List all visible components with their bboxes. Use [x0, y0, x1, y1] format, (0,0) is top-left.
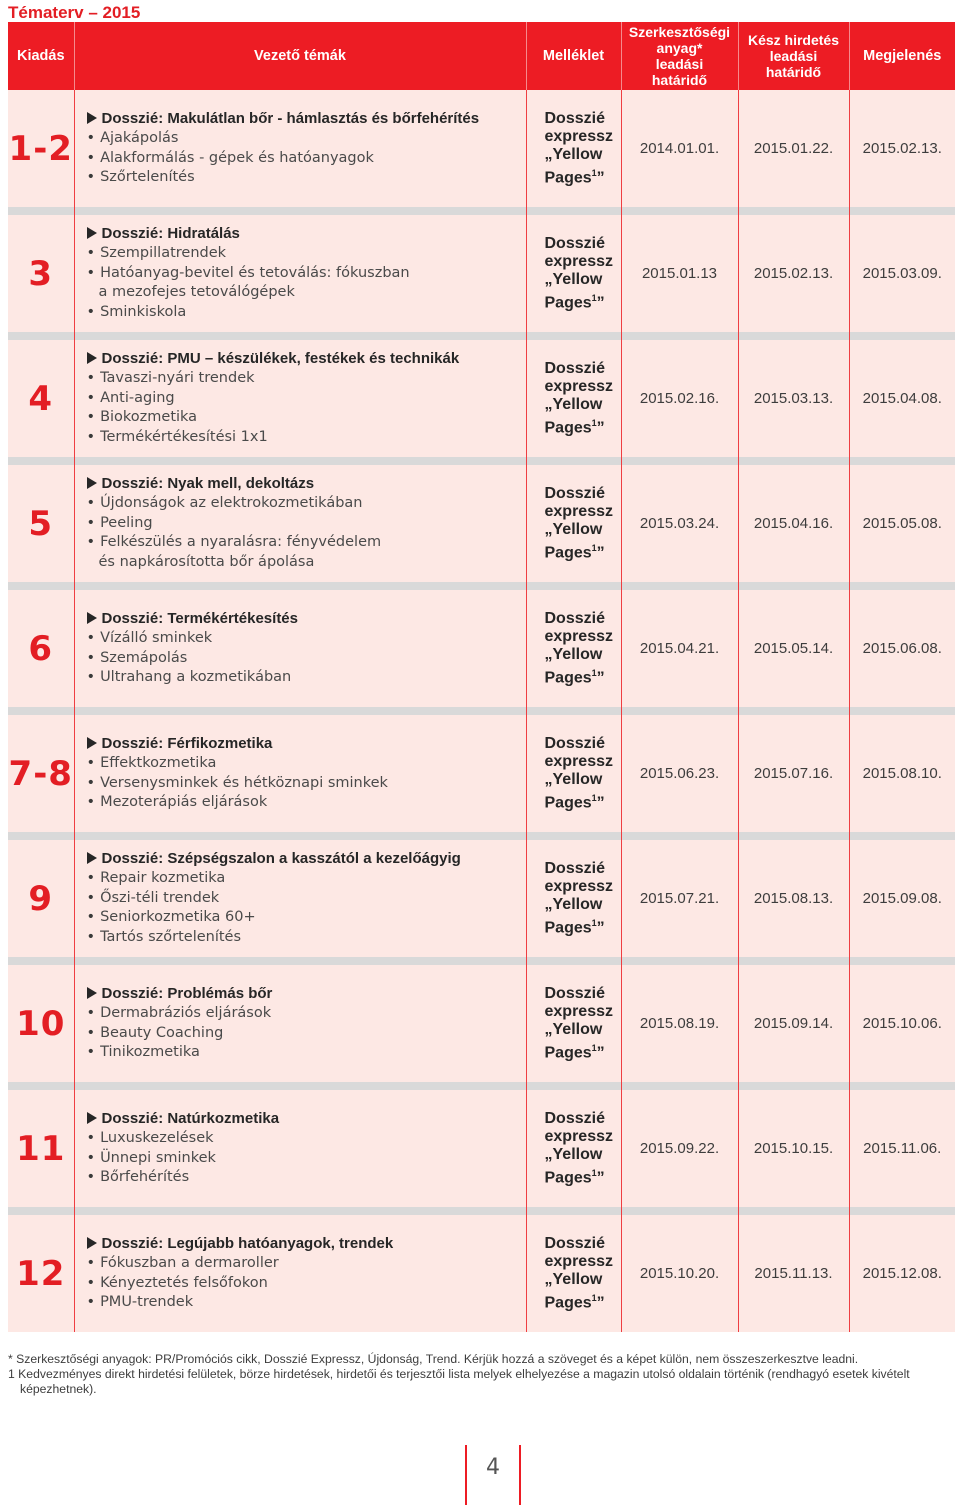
ad-deadline: 2015.11.13.	[738, 1215, 849, 1332]
row-separator-cell	[526, 832, 621, 840]
row-separator	[8, 207, 955, 215]
row-separator-cell	[8, 1082, 74, 1090]
topic-item: • Bőrfehérítés	[87, 1168, 520, 1188]
supplement-line3: „Yellow	[544, 520, 603, 538]
row-separator-cell	[8, 707, 74, 715]
row-separator-cell	[849, 457, 955, 465]
topic-item: a mezofejes tetoválógépek	[98, 284, 295, 301]
supplement-line2: expressz	[544, 627, 613, 645]
dossier-text: Dosszié: Makulátlan bőr - hámlasztás és bőrfehérítés	[101, 110, 480, 128]
row-separator-cell	[74, 832, 526, 840]
row-separator-cell	[738, 1207, 849, 1215]
supplement-line2: expressz	[544, 752, 613, 770]
footnote-discounted-ads: 1 Kedvezményes direkt hirdetési felületek, börze hirdetések, hirdetői és terjesztői lista melyek elhelyezése a magazin utolsó oldalain történik (rendhagyó esetek kivételt képezhetnek).	[8, 1367, 910, 1396]
supplement-line4	[545, 414, 621, 437]
table-row	[8, 715, 955, 832]
row-separator-cell	[849, 957, 955, 965]
supplement-line4	[545, 164, 621, 187]
supplement-line1: Dosszié	[544, 234, 605, 252]
dossier-text: Dosszié: Legújabb hatóanyagok, trendek	[101, 1235, 394, 1253]
supplement-pages: Pages	[544, 669, 592, 687]
row-separator-cell	[621, 207, 738, 215]
supplement-line4	[545, 789, 621, 812]
row-separator-cell	[74, 457, 526, 465]
topic-item: • Alakformálás - gépek és hatóanyagok	[87, 149, 520, 169]
row-separator	[8, 457, 955, 465]
row-separator-cell	[738, 207, 849, 215]
header-supplement: Melléklet	[526, 22, 621, 90]
row-separator-cell	[621, 832, 738, 840]
topics-cell	[74, 590, 526, 707]
supplement-line1: Dosszié	[544, 734, 605, 752]
row-separator-cell	[8, 332, 74, 340]
triangle-right-icon	[87, 737, 97, 749]
dossier-title	[87, 474, 520, 494]
issue-number: 5	[8, 465, 74, 582]
header-topics: Vezető témák	[74, 22, 526, 90]
supplement-close-quote: ”	[596, 794, 605, 812]
header-ad-line1: Kész hirdetés	[747, 32, 840, 48]
row-separator-cell	[738, 707, 849, 715]
ad-deadline: 2015.07.16.	[738, 715, 849, 832]
dossier-text: Dosszié: Hidratálás	[101, 225, 240, 243]
triangle-right-icon	[87, 227, 97, 239]
supplement-line1: Dosszié	[544, 359, 605, 377]
row-separator-cell	[738, 1082, 849, 1090]
supplement-footnote-mark: 1	[591, 1042, 597, 1053]
topics-cell	[74, 340, 526, 457]
topic-item: • Felkészülés a nyaralásra: fényvédelem	[87, 533, 520, 553]
row-separator-cell	[849, 1207, 955, 1215]
header-editorial-deadline	[621, 22, 738, 90]
dossier-title	[87, 1109, 520, 1129]
editorial-deadline: 2015.07.21.	[621, 840, 738, 957]
ad-deadline: 2015.03.13.	[738, 340, 849, 457]
supplement-line3: „Yellow	[544, 770, 603, 788]
supplement-pages: Pages	[544, 294, 592, 312]
dossier-title	[87, 1234, 520, 1254]
dossier-text: Dosszié: Nyak mell, dekoltázs	[101, 475, 315, 493]
supplement-close-quote: ”	[596, 1044, 605, 1062]
header-editorial-line2: anyag*	[656, 40, 703, 56]
row-separator-cell	[526, 332, 621, 340]
supplement-line2: expressz	[544, 1252, 613, 1270]
editorial-deadline: 2015.06.23.	[621, 715, 738, 832]
dossier-text: Dosszié: PMU – készülékek, festékek és technikák	[101, 350, 460, 368]
editorial-deadline: 2015.03.24.	[621, 465, 738, 582]
triangle-right-icon	[87, 1112, 97, 1124]
row-separator-cell	[8, 1207, 74, 1215]
table-row	[8, 1090, 955, 1207]
supplement-close-quote: ”	[596, 544, 605, 562]
supplement-pages: Pages	[544, 1169, 592, 1187]
theme-plan-table	[8, 22, 955, 1332]
publication-date: 2015.06.08.	[849, 590, 955, 707]
supplement-line4	[545, 1289, 621, 1312]
header-editorial-line3: leadási	[655, 56, 704, 72]
dossier-text: Dosszié: Natúrkozmetika	[101, 1110, 280, 1128]
issue-number: 6	[8, 590, 74, 707]
editorial-deadline: 2015.02.16.	[621, 340, 738, 457]
topic-item: • Tartós szőrtelenítés	[87, 928, 520, 948]
dossier-title	[87, 349, 520, 369]
supplement-cell	[526, 465, 621, 582]
ad-deadline: 2015.05.14.	[738, 590, 849, 707]
supplement-cell	[526, 840, 621, 957]
page-title: Tématerv – 2015	[8, 3, 141, 22]
table-row	[8, 590, 955, 707]
supplement-pages: Pages	[544, 794, 592, 812]
topic-item: • Seniorkozmetika 60+	[87, 908, 520, 928]
row-separator-cell	[738, 332, 849, 340]
supplement-line4	[545, 664, 621, 687]
dossier-title	[87, 609, 520, 629]
row-separator-cell	[849, 207, 955, 215]
supplement-line4	[545, 1164, 621, 1187]
table-row	[8, 215, 955, 332]
supplement-line1: Dosszié	[544, 109, 605, 127]
dossier-title	[87, 224, 520, 244]
supplement-footnote-mark: 1	[591, 417, 597, 428]
topic-item: • Versenysminkek és hétköznapi sminkek	[87, 774, 520, 794]
supplement-line2: expressz	[544, 377, 613, 395]
row-separator-cell	[8, 957, 74, 965]
row-separator-cell	[526, 207, 621, 215]
table-row	[8, 840, 955, 957]
issue-number: 11	[8, 1090, 74, 1207]
supplement-footnote-mark: 1	[591, 167, 597, 178]
dossier-text: Dosszié: Problémás bőr	[101, 985, 273, 1003]
row-separator-cell	[74, 207, 526, 215]
topic-item: • Újdonságok az elektrokozmetikában	[87, 494, 520, 514]
editorial-deadline: 2015.10.20.	[621, 1215, 738, 1332]
supplement-close-quote: ”	[596, 294, 605, 312]
topics-cell	[74, 465, 526, 582]
dossier-text: Dosszié: Férfikozmetika	[101, 735, 273, 753]
row-separator-cell	[8, 832, 74, 840]
topics-cell	[74, 1090, 526, 1207]
topic-item: • Szőrtelenítés	[87, 168, 520, 188]
supplement-line2: expressz	[544, 252, 613, 270]
supplement-line3: „Yellow	[544, 395, 603, 413]
row-separator-cell	[621, 707, 738, 715]
row-separator-cell	[74, 582, 526, 590]
row-separator-cell	[849, 1082, 955, 1090]
ad-deadline: 2015.08.13.	[738, 840, 849, 957]
topics-cell	[74, 1215, 526, 1332]
row-separator	[8, 832, 955, 840]
supplement-cell	[526, 340, 621, 457]
supplement-line1: Dosszié	[544, 609, 605, 627]
row-separator-cell	[738, 457, 849, 465]
row-separator-cell	[74, 332, 526, 340]
header-editorial-line4: határidő	[651, 72, 708, 88]
topic-item: • Luxuskezelések	[87, 1129, 520, 1149]
row-separator-cell	[8, 582, 74, 590]
triangle-right-icon	[87, 612, 97, 624]
supplement-cell	[526, 1090, 621, 1207]
supplement-close-quote: ”	[596, 1294, 605, 1312]
supplement-close-quote: ”	[596, 1169, 605, 1187]
row-separator-cell	[74, 707, 526, 715]
supplement-pages: Pages	[544, 419, 592, 437]
row-separator-cell	[74, 1082, 526, 1090]
row-separator-cell	[738, 582, 849, 590]
supplement-line3: „Yellow	[544, 1145, 603, 1163]
row-separator	[8, 1082, 955, 1090]
supplement-line3: „Yellow	[544, 1270, 603, 1288]
supplement-line4	[545, 1039, 621, 1062]
table-row	[8, 465, 955, 582]
supplement-close-quote: ”	[596, 419, 605, 437]
topics-cell	[74, 840, 526, 957]
publication-date: 2015.11.06.	[849, 1090, 955, 1207]
supplement-line1: Dosszié	[544, 1234, 605, 1252]
supplement-line3: „Yellow	[544, 645, 603, 663]
supplement-line4	[545, 914, 621, 937]
topic-item: • Őszi-téli trendek	[87, 889, 520, 909]
supplement-pages: Pages	[544, 169, 592, 187]
row-separator-cell	[621, 457, 738, 465]
dossier-title	[87, 849, 520, 869]
supplement-line2: expressz	[544, 127, 613, 145]
supplement-footnote-mark: 1	[591, 792, 597, 803]
topics-cell	[74, 965, 526, 1082]
row-separator-cell	[621, 1082, 738, 1090]
row-separator-cell	[621, 957, 738, 965]
triangle-right-icon	[87, 352, 97, 364]
triangle-right-icon	[87, 477, 97, 489]
topic-item: • Kényeztetés felsőfokon	[87, 1274, 520, 1294]
editorial-deadline: 2015.09.22.	[621, 1090, 738, 1207]
topic-item: • Tavaszi-nyári trendek	[87, 369, 520, 389]
supplement-pages: Pages	[544, 1044, 592, 1062]
header-issue: Kiadás	[8, 22, 74, 90]
ad-deadline: 2015.04.16.	[738, 465, 849, 582]
row-separator-cell	[526, 582, 621, 590]
supplement-cell	[526, 215, 621, 332]
supplement-line2: expressz	[544, 877, 613, 895]
topic-item: • Sminkiskola	[87, 303, 520, 323]
supplement-line4	[545, 289, 621, 312]
editorial-deadline: 2015.01.13	[621, 215, 738, 332]
supplement-line1: Dosszié	[544, 484, 605, 502]
row-separator-cell	[849, 332, 955, 340]
issue-number: 9	[8, 840, 74, 957]
supplement-line2: expressz	[544, 1127, 613, 1145]
topic-item: • Repair kozmetika	[87, 869, 520, 889]
supplement-line3: „Yellow	[544, 270, 603, 288]
row-separator	[8, 1207, 955, 1215]
table-header-row	[8, 22, 955, 90]
dossier-text: Dosszié: Termékértékesítés	[101, 610, 298, 628]
dossier-text: Dosszié: Szépségszalon a kasszától a kezelőágyig	[101, 850, 461, 868]
editorial-deadline: 2015.04.21.	[621, 590, 738, 707]
page-number: 4	[486, 1455, 500, 1480]
supplement-line1: Dosszié	[544, 1109, 605, 1127]
topic-item: • Szempillatrendek	[87, 244, 520, 264]
row-separator-cell	[74, 1207, 526, 1215]
topic-item: • Termékértékesítési 1x1	[87, 428, 520, 448]
row-separator-cell	[849, 707, 955, 715]
footnote-editorial: * Szerkesztőségi anyagok: PR/Promóciós cikk, Dosszié Expressz, Újdonság, Trend. Kérjük hozzá a szöveget és a képet külön, nem összeszerkesztve leadni.	[8, 1352, 859, 1366]
supplement-close-quote: ”	[596, 919, 605, 937]
topic-item: • Peeling	[87, 514, 520, 534]
supplement-line1: Dosszié	[544, 984, 605, 1002]
triangle-right-icon	[87, 987, 97, 999]
supplement-pages: Pages	[544, 544, 592, 562]
triangle-right-icon	[87, 112, 97, 124]
row-separator-cell	[849, 582, 955, 590]
row-separator-cell	[526, 457, 621, 465]
header-editorial-line1: Szerkesztőségi	[628, 24, 731, 40]
supplement-line3: „Yellow	[544, 895, 603, 913]
row-separator-cell	[526, 1207, 621, 1215]
issue-number: 12	[8, 1215, 74, 1332]
topic-item: • Biokozmetika	[87, 408, 520, 428]
ad-deadline: 2015.10.15.	[738, 1090, 849, 1207]
row-separator-cell	[8, 457, 74, 465]
supplement-pages: Pages	[544, 1294, 592, 1312]
table-row	[8, 340, 955, 457]
row-separator	[8, 707, 955, 715]
publication-date: 2015.08.10.	[849, 715, 955, 832]
row-separator-cell	[526, 707, 621, 715]
ad-deadline: 2015.01.22.	[738, 90, 849, 207]
header-ad-line3: határidő	[765, 64, 822, 80]
supplement-cell	[526, 90, 621, 207]
row-separator-cell	[621, 582, 738, 590]
topics-cell	[74, 215, 526, 332]
publication-date: 2015.04.08.	[849, 340, 955, 457]
supplement-footnote-mark: 1	[591, 917, 597, 928]
table-row	[8, 90, 955, 207]
row-separator-cell	[621, 1207, 738, 1215]
header-publication: Megjelenés	[849, 22, 955, 90]
topic-item: • Ünnepi sminkek	[87, 1149, 520, 1169]
supplement-footnote-mark: 1	[591, 1167, 597, 1178]
supplement-cell	[526, 965, 621, 1082]
table-row	[8, 1215, 955, 1332]
row-separator-cell	[738, 832, 849, 840]
topics-cell	[74, 90, 526, 207]
supplement-line1: Dosszié	[544, 859, 605, 877]
header-ad-deadline	[738, 22, 849, 90]
issue-number: 7-8	[8, 715, 74, 832]
topics-cell	[74, 715, 526, 832]
supplement-line3: „Yellow	[544, 1020, 603, 1038]
dossier-title	[87, 734, 520, 754]
supplement-line4	[545, 539, 621, 562]
supplement-footnote-mark: 1	[591, 292, 597, 303]
footnotes	[8, 1352, 953, 1397]
row-separator-cell	[621, 332, 738, 340]
supplement-footnote-mark: 1	[591, 542, 597, 553]
editorial-deadline: 2014.01.01.	[621, 90, 738, 207]
topic-item: • Ajakápolás	[87, 129, 520, 149]
triangle-right-icon	[87, 1237, 97, 1249]
topic-item: • Szemápolás	[87, 649, 520, 669]
issue-number: 3	[8, 215, 74, 332]
topic-item: • Dermabráziós eljárások	[87, 1004, 520, 1024]
row-separator-cell	[8, 207, 74, 215]
supplement-cell	[526, 590, 621, 707]
supplement-cell	[526, 1215, 621, 1332]
topic-item: • Fókuszban a dermaroller	[87, 1254, 520, 1274]
supplement-pages: Pages	[544, 919, 592, 937]
supplement-line2: expressz	[544, 1002, 613, 1020]
publication-date: 2015.05.08.	[849, 465, 955, 582]
topic-item: • Vízálló sminkek	[87, 629, 520, 649]
topic-item: • Ultrahang a kozmetikában	[87, 668, 520, 688]
supplement-footnote-mark: 1	[591, 667, 597, 678]
topic-item: • PMU-trendek	[87, 1293, 520, 1313]
dossier-title	[87, 984, 520, 1004]
publication-date: 2015.03.09.	[849, 215, 955, 332]
row-separator	[8, 582, 955, 590]
publication-date: 2015.02.13.	[849, 90, 955, 207]
row-separator	[8, 332, 955, 340]
editorial-deadline: 2015.08.19.	[621, 965, 738, 1082]
table-row	[8, 965, 955, 1082]
supplement-line2: expressz	[544, 502, 613, 520]
row-separator	[8, 957, 955, 965]
row-separator-cell	[74, 957, 526, 965]
topic-item: • Hatóanyag-bevitel és tetoválás: fókuszban	[87, 264, 520, 284]
publication-date: 2015.12.08.	[849, 1215, 955, 1332]
supplement-close-quote: ”	[596, 669, 605, 687]
supplement-cell	[526, 715, 621, 832]
topic-item: • Effektkozmetika	[87, 754, 520, 774]
topic-item: • Mezoterápiás eljárások	[87, 793, 520, 813]
header-ad-line2: leadási	[769, 48, 818, 64]
page-number-box	[465, 1445, 521, 1505]
supplement-footnote-mark: 1	[591, 1292, 597, 1303]
row-separator-cell	[526, 957, 621, 965]
publication-date: 2015.10.06.	[849, 965, 955, 1082]
ad-deadline: 2015.09.14.	[738, 965, 849, 1082]
topic-item: • Anti-aging	[87, 389, 520, 409]
row-separator-cell	[849, 832, 955, 840]
row-separator-cell	[738, 957, 849, 965]
supplement-line3: „Yellow	[544, 145, 603, 163]
triangle-right-icon	[87, 852, 97, 864]
dossier-title	[87, 109, 520, 129]
topic-item: és napkárosította bőr ápolása	[98, 554, 315, 571]
publication-date: 2015.09.08.	[849, 840, 955, 957]
topic-item: • Beauty Coaching	[87, 1024, 520, 1044]
row-separator-cell	[526, 1082, 621, 1090]
issue-number: 4	[8, 340, 74, 457]
supplement-close-quote: ”	[596, 169, 605, 187]
issue-number: 1-2	[8, 90, 74, 207]
ad-deadline: 2015.02.13.	[738, 215, 849, 332]
topic-item: • Tinikozmetika	[87, 1043, 520, 1063]
issue-number: 10	[8, 965, 74, 1082]
